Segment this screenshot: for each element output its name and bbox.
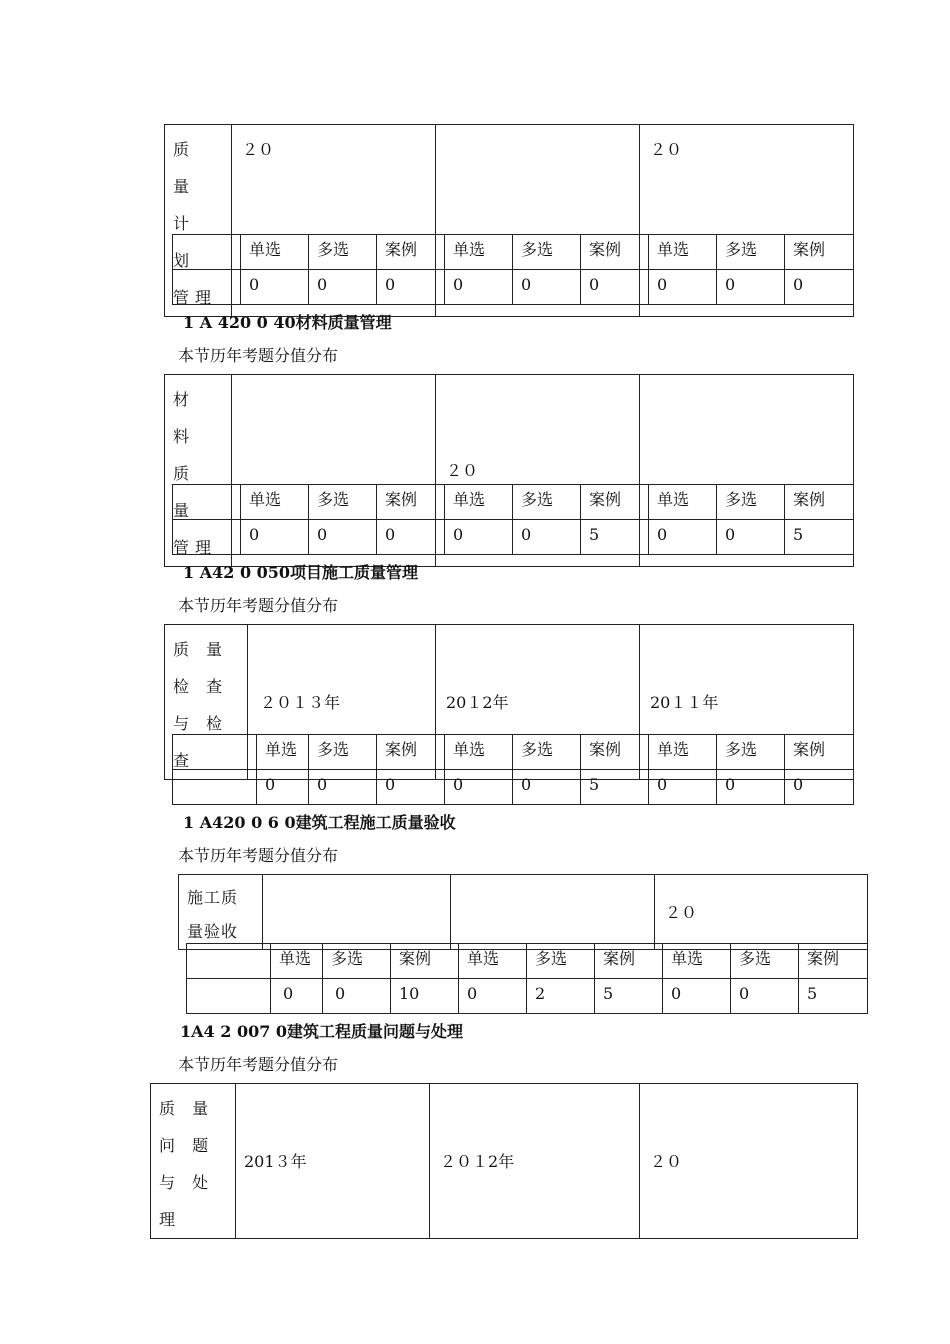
blank-cell xyxy=(173,735,257,770)
section4-year-table xyxy=(178,874,868,950)
blank-cell xyxy=(187,944,271,979)
question-type-header: 单选 xyxy=(241,485,309,520)
question-type-header: 案例 xyxy=(785,735,854,770)
question-type-header: 案例 xyxy=(581,485,649,520)
blank-cell xyxy=(173,520,241,555)
score-value: 0 xyxy=(309,520,377,555)
question-type-header: 案例 xyxy=(595,944,663,979)
question-type-header: 多选 xyxy=(309,735,377,770)
score-value: 5 xyxy=(799,979,868,1014)
score-value: 0 xyxy=(663,979,731,1014)
topic-label: 质 量 检 查 与 检 查 xyxy=(165,625,248,780)
topic-label: 材 料 质 量 管理 xyxy=(165,375,232,567)
score-value: 0 xyxy=(513,520,581,555)
score-header-row xyxy=(173,235,854,270)
blank-cell xyxy=(187,979,271,1014)
blank-cell xyxy=(173,770,257,805)
year-cell xyxy=(451,875,655,950)
blank-cell xyxy=(173,270,241,305)
year-cell: 201３年 xyxy=(236,1084,430,1239)
score-value: 0 xyxy=(513,770,581,805)
score-value: 0 xyxy=(717,520,785,555)
question-type-header: 多选 xyxy=(717,735,785,770)
question-type-header: 多选 xyxy=(731,944,799,979)
section-subtitle: 本节历年考题分值分布 xyxy=(178,846,339,865)
question-type-header: 案例 xyxy=(377,485,445,520)
question-type-header: 单选 xyxy=(649,735,717,770)
section-heading: 1A4 2 007 0建筑工程质量问题与处理 xyxy=(180,1022,464,1041)
score-value: 0 xyxy=(309,270,377,305)
year-cell: ２０ xyxy=(232,125,436,317)
question-type-header: 单选 xyxy=(257,735,309,770)
section1-score-table xyxy=(172,234,854,305)
question-type-header: 案例 xyxy=(581,235,649,270)
score-value: 10 xyxy=(391,979,459,1014)
section-subtitle: 本节历年考题分值分布 xyxy=(178,596,339,615)
score-value: 0 xyxy=(717,270,785,305)
question-type-header: 多选 xyxy=(717,485,785,520)
score-value: 0 xyxy=(445,270,513,305)
section3-score-table xyxy=(172,734,854,805)
year-cell xyxy=(263,875,451,950)
score-value-row xyxy=(173,520,854,555)
topic-label: 质 量 计 划 管理 xyxy=(165,125,232,317)
score-value: 5 xyxy=(581,520,649,555)
year-cell: ２０ xyxy=(640,1084,858,1239)
question-type-header: 单选 xyxy=(649,235,717,270)
score-header-row xyxy=(173,735,854,770)
section-heading: 1 A420 0 6 0建筑工程施工质量验收 xyxy=(183,813,456,832)
score-value: 0 xyxy=(513,270,581,305)
year-cell: ２０ xyxy=(436,375,640,567)
score-value: 0 xyxy=(241,270,309,305)
section4-score-table xyxy=(186,943,868,1014)
year-cell: ２０ xyxy=(655,875,868,950)
question-type-header: 案例 xyxy=(785,235,854,270)
section2-score-table xyxy=(172,484,854,555)
score-value: 2 xyxy=(527,979,595,1014)
section-subtitle: 本节历年考题分值分布 xyxy=(178,1055,339,1074)
question-type-header: 单选 xyxy=(445,485,513,520)
section-heading: 1 A 420 0 40材料质量管理 xyxy=(183,313,392,332)
year-cell: ２０１2年 xyxy=(430,1084,640,1239)
section5-year-table xyxy=(150,1083,858,1239)
score-value-row xyxy=(173,270,854,305)
score-value: 0 xyxy=(309,770,377,805)
question-type-header: 单选 xyxy=(445,235,513,270)
score-value: 0 xyxy=(445,520,513,555)
question-type-header: 多选 xyxy=(513,735,581,770)
score-value: 0 xyxy=(377,770,445,805)
score-value: 5 xyxy=(595,979,663,1014)
question-type-header: 案例 xyxy=(785,485,854,520)
topic-label: 施工质 量验收 xyxy=(179,875,263,950)
question-type-header: 单选 xyxy=(459,944,527,979)
score-value: 0 xyxy=(649,270,717,305)
year-cell: 20１2年 xyxy=(436,625,640,780)
score-value: 0 xyxy=(785,770,854,805)
score-header-row xyxy=(173,485,854,520)
question-type-header: 单选 xyxy=(271,944,323,979)
blank-cell xyxy=(173,235,241,270)
score-value: 0 xyxy=(257,770,309,805)
score-value: 0 xyxy=(271,979,323,1014)
score-value: 0 xyxy=(377,520,445,555)
score-value: 0 xyxy=(785,270,854,305)
question-type-header: 单选 xyxy=(445,735,513,770)
question-type-header: 案例 xyxy=(391,944,459,979)
score-value-row xyxy=(187,979,868,1014)
score-value: 0 xyxy=(377,270,445,305)
score-value-row xyxy=(173,770,854,805)
year-cell: ２０１３年 xyxy=(248,625,436,780)
score-value: 5 xyxy=(581,770,649,805)
question-type-header: 多选 xyxy=(309,485,377,520)
question-type-header: 单选 xyxy=(649,485,717,520)
question-type-header: 多选 xyxy=(513,235,581,270)
score-value: 0 xyxy=(241,520,309,555)
score-value: 0 xyxy=(581,270,649,305)
question-type-header: 案例 xyxy=(377,735,445,770)
score-value: 5 xyxy=(785,520,854,555)
question-type-header: 案例 xyxy=(377,235,445,270)
score-header-row xyxy=(187,944,868,979)
score-value: 0 xyxy=(717,770,785,805)
score-value: 0 xyxy=(731,979,799,1014)
section-heading: 1 A42 0 050项目施工质量管理 xyxy=(183,563,419,582)
question-type-header: 多选 xyxy=(717,235,785,270)
score-value: 0 xyxy=(445,770,513,805)
question-type-header: 多选 xyxy=(323,944,391,979)
topic-label: 质 量 问 题 与 处 理 xyxy=(151,1084,236,1239)
score-value: 0 xyxy=(323,979,391,1014)
year-cell: 20１１年 xyxy=(640,625,854,780)
question-type-header: 多选 xyxy=(527,944,595,979)
score-value: 0 xyxy=(459,979,527,1014)
question-type-header: 案例 xyxy=(799,944,868,979)
question-type-header: 单选 xyxy=(241,235,309,270)
question-type-header: 多选 xyxy=(309,235,377,270)
year-cell: ２０ xyxy=(640,125,854,317)
question-type-header: 案例 xyxy=(581,735,649,770)
question-type-header: 单选 xyxy=(663,944,731,979)
score-value: 0 xyxy=(649,520,717,555)
score-value: 0 xyxy=(649,770,717,805)
question-type-header: 多选 xyxy=(513,485,581,520)
blank-cell xyxy=(173,485,241,520)
section-subtitle: 本节历年考题分值分布 xyxy=(178,346,339,365)
